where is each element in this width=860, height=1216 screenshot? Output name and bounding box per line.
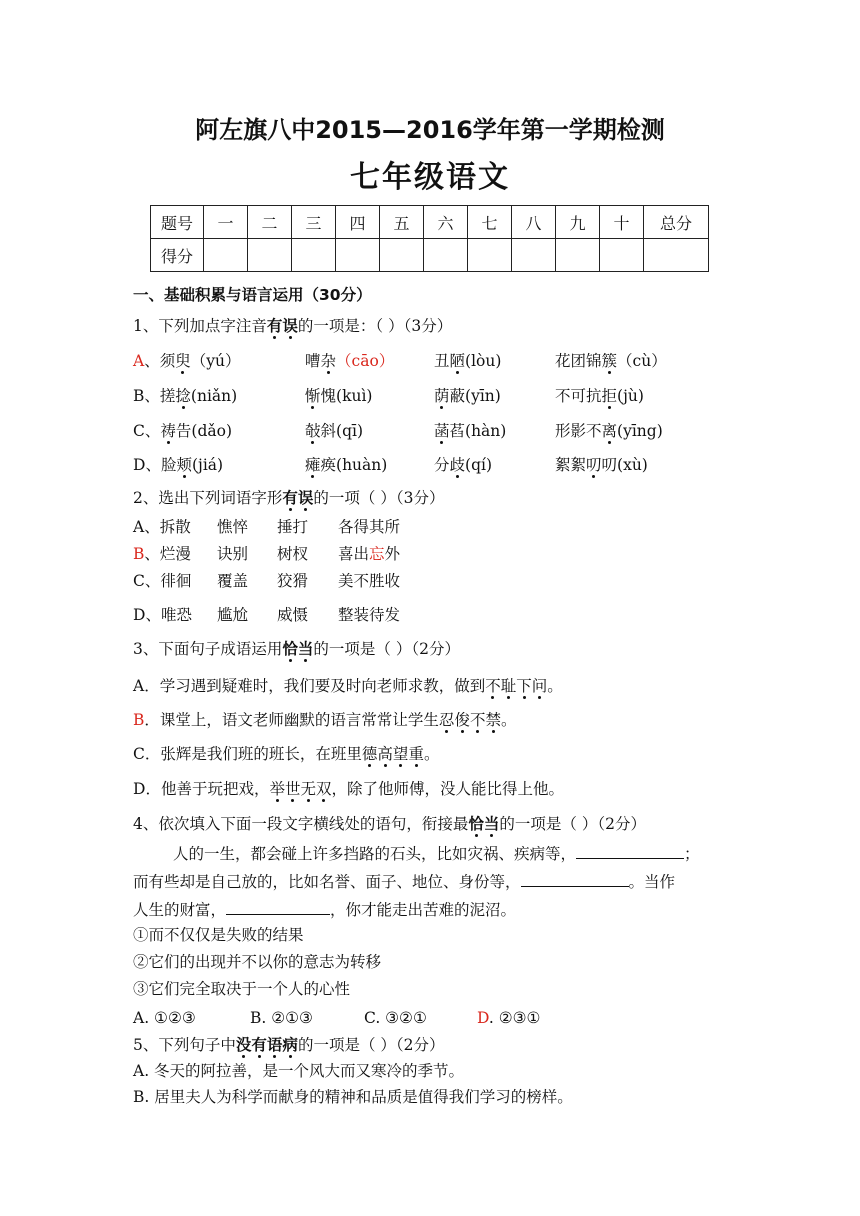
q4-choice-a: A. ①②③ <box>133 1009 196 1027</box>
score-header-cell: 总分 <box>644 206 709 239</box>
q1-option-d-word: 分歧(qí) <box>434 456 493 474</box>
score-header-cell: 七 <box>468 206 512 239</box>
score-cell[interactable] <box>292 239 336 272</box>
q1-option-b-word: 不可抗拒(jù) <box>555 387 644 405</box>
q1-option-c: C、祷告(dǎo) <box>133 422 232 440</box>
q1-option-a-word: 嘈杂（cāo） <box>305 352 395 370</box>
score-header-cell: 九 <box>556 206 600 239</box>
score-header-cell: 一 <box>204 206 248 239</box>
score-header-cell: 题号 <box>151 206 204 239</box>
q1-option-c-word: 形影不离(yīng) <box>555 422 663 440</box>
q3-option-d: D．他善于玩把戏，举世无双，除了他师傅，没人能比得上他。 <box>133 780 565 798</box>
q4-choice-c: C. ③②① <box>364 1009 427 1027</box>
q4-item: ③它们完全取决于一个人的心性 <box>133 980 351 998</box>
score-cell[interactable] <box>556 239 600 272</box>
score-header-cell: 六 <box>424 206 468 239</box>
q3-option-a: A．学习遇到疑难时，我们要及时向老师求教，做到不耻下问。 <box>133 677 563 695</box>
section-heading: 一、基础积累与语言运用（30分） <box>133 286 372 304</box>
q2-option-b: B、烂漫 <box>133 545 191 563</box>
q2-word: 憔悴 <box>217 518 249 536</box>
q2-option-d: D、唯恐 <box>133 606 192 624</box>
question-3-stem: 3、下面句子成语运用恰当的一项是（ ）（2分） <box>133 639 460 658</box>
score-row-label: 得分 <box>151 239 204 272</box>
q2-word: 诀别 <box>217 545 249 563</box>
q2-word: 威慑 <box>277 606 309 624</box>
score-header-cell: 二 <box>248 206 292 239</box>
q2-word: 整装待发 <box>338 606 401 624</box>
q1-option-c-word: 敧斜(qī) <box>305 422 363 440</box>
q1-option-b: B、搓捻(niǎn) <box>133 387 238 405</box>
question-1-stem: 1、下列加点字注音有误的一项是：（ ）（3分） <box>133 316 453 335</box>
question-2-stem: 2、选出下列词语字形有误的一项（ ）（3分） <box>133 488 445 507</box>
q2-word: 各得其所 <box>338 518 401 536</box>
score-cell[interactable] <box>248 239 292 272</box>
score-cell[interactable] <box>468 239 512 272</box>
score-cell[interactable] <box>644 239 709 272</box>
q1-option-a-word: 丑陋(lòu) <box>434 352 502 370</box>
score-cell[interactable] <box>512 239 556 272</box>
q4-item: ②它们的出现并不以你的意志为转移 <box>133 953 382 971</box>
q4-passage-line-1: 人的一生，都会碰上许多挡路的石头，比如灾祸、疾病等， ； <box>173 842 700 865</box>
score-table-score-row <box>151 239 709 272</box>
q2-word: 覆盖 <box>217 572 249 590</box>
q1-option-d-word: 瘫痪(huàn) <box>305 456 388 474</box>
q2-word: 树杈 <box>277 545 309 563</box>
score-cell[interactable] <box>600 239 644 272</box>
q2-word: 美不胜收 <box>338 572 401 590</box>
q5-option-a: A. 冬天的阿拉善，是一个风大而又寒冷的季节。 <box>133 1062 465 1080</box>
fill-blank[interactable] <box>521 870 629 887</box>
score-header-cell: 十 <box>600 206 644 239</box>
q1-option-a: A、须臾（yú） <box>133 352 241 370</box>
score-table <box>150 205 709 272</box>
q4-passage-line-3: 人生的财富， ，你才能走出苦难的泥沼。 <box>133 898 516 921</box>
score-header-cell: 八 <box>512 206 556 239</box>
question-5-stem: 5、下列句子中没有语病的一项是（ ）（2分） <box>133 1035 445 1054</box>
q2-option-a: A、拆散 <box>133 518 191 536</box>
q2-option-c: C、徘徊 <box>133 572 192 590</box>
q2-word: 尴尬 <box>217 606 249 624</box>
score-cell[interactable] <box>380 239 424 272</box>
score-cell[interactable] <box>424 239 468 272</box>
exam-title: 阿左旗八中2015—2016学年第一学期检测 <box>195 116 665 144</box>
score-header-cell: 三 <box>292 206 336 239</box>
q1-option-c-word: 菡萏(hàn) <box>434 422 507 440</box>
q4-choice-b: B. ②①③ <box>250 1009 313 1027</box>
q2-word: 捶打 <box>277 518 309 536</box>
q1-option-a-word: 花团锦簇（cù） <box>555 352 667 370</box>
q1-option-b-word: 荫蔽(yīn) <box>434 387 501 405</box>
question-4-stem: 4、依次填入下面一段文字横线处的语句，衔接最恰当的一项是（ ）（2分） <box>133 814 646 833</box>
fill-blank[interactable] <box>226 898 330 915</box>
score-header-cell: 四 <box>336 206 380 239</box>
fill-blank[interactable] <box>576 842 684 859</box>
exam-subtitle: 七年级语文 <box>350 160 510 195</box>
q5-option-b: B. 居里夫人为科学而献身的精神和品质是值得我们学习的榜样。 <box>133 1088 573 1106</box>
q2-word: 狡猾 <box>277 572 309 590</box>
q4-choice-d: D. ②③① <box>477 1009 541 1027</box>
q1-option-d-word: 絮絮叨叨(xù) <box>555 456 648 474</box>
q4-item: ①而不仅仅是失败的结果 <box>133 926 304 944</box>
score-table-header-row <box>151 206 709 239</box>
q2-word: 喜出忘外 <box>338 545 401 563</box>
score-cell[interactable] <box>204 239 248 272</box>
q1-option-d: D、脸颊(jiá) <box>133 456 224 474</box>
q3-option-c: C．张辉是我们班的班长，在班里德高望重。 <box>133 745 440 763</box>
score-cell[interactable] <box>336 239 380 272</box>
q4-passage-line-2: 而有些却是自己放的，比如名誉、面子、地位、身份等， 。当作 <box>133 870 675 893</box>
q3-option-b: B．课堂上，语文老师幽默的语言常常让学生忍俊不禁。 <box>133 711 517 729</box>
q1-option-b-word: 惭愧(kuì) <box>305 387 373 405</box>
score-header-cell: 五 <box>380 206 424 239</box>
